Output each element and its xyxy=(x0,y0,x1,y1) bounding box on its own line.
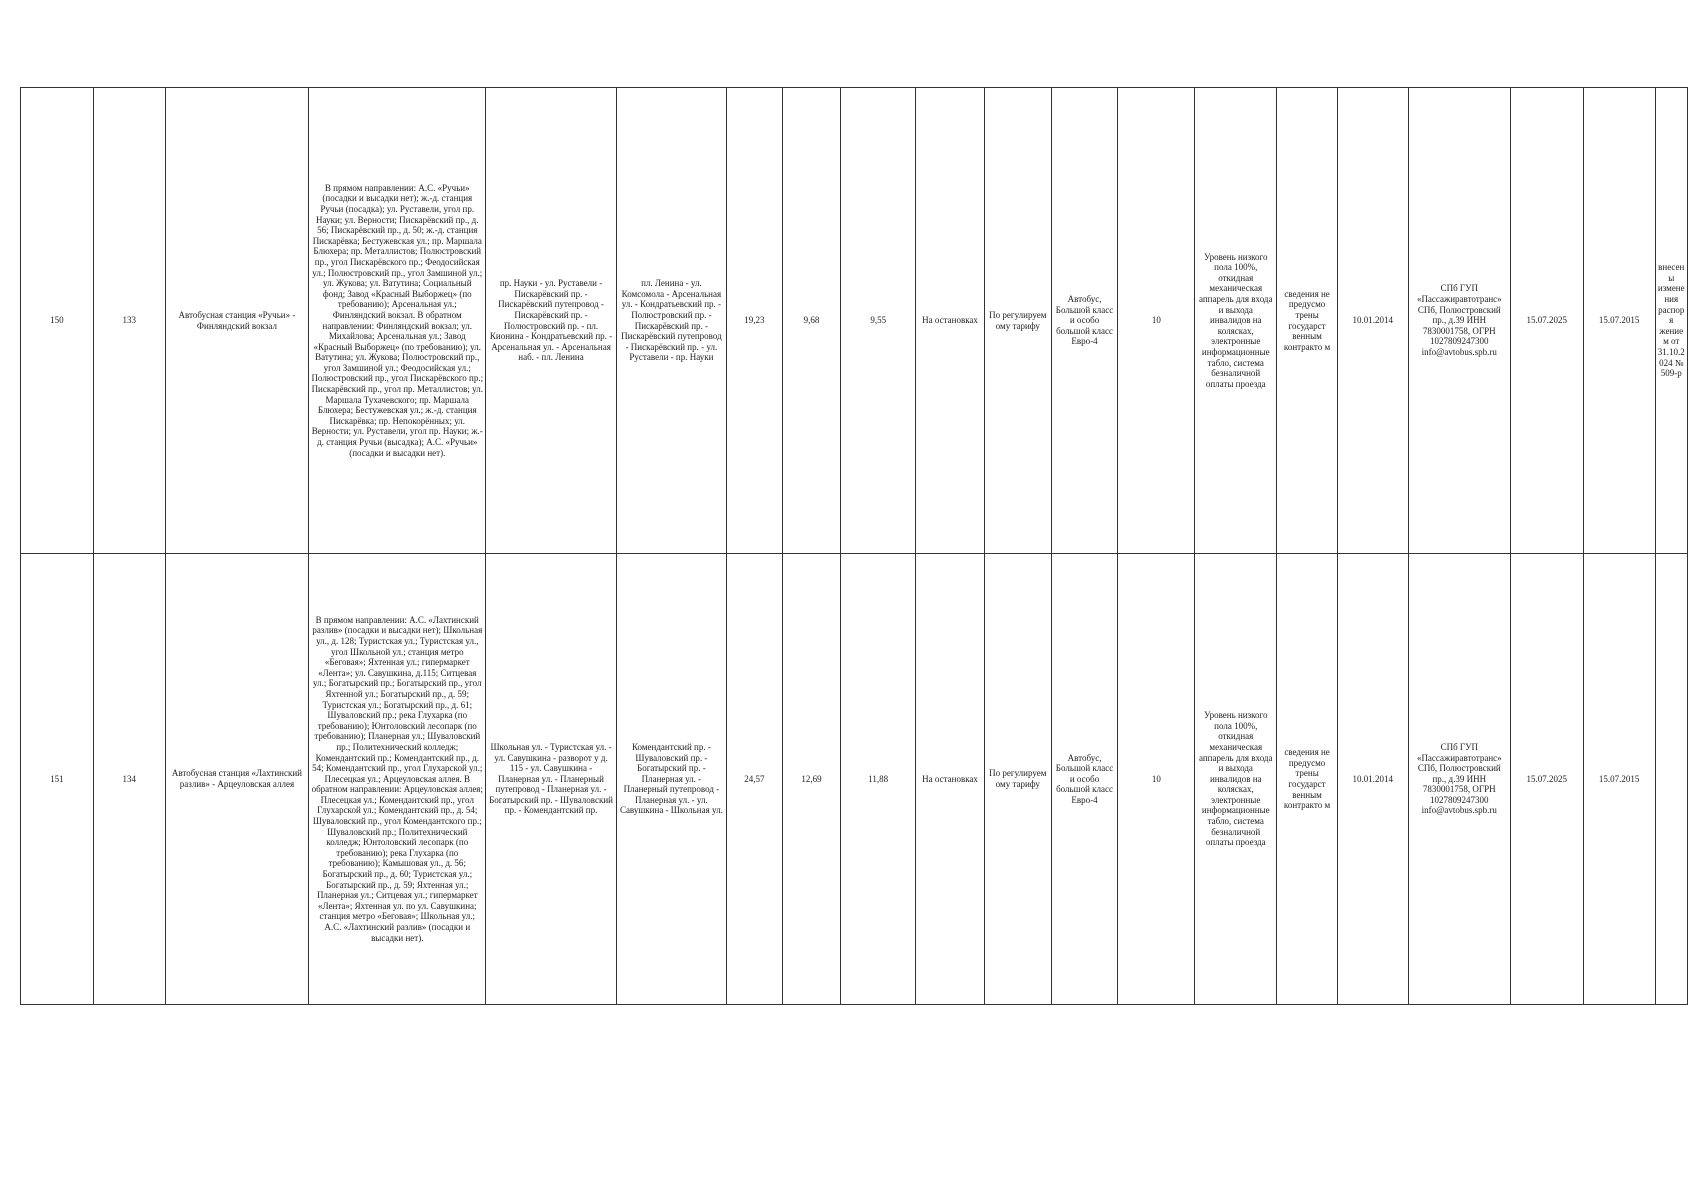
table-row xyxy=(21,554,1688,1005)
carrier-cell: СПб ГУП «Пассажиравтотранс» СПб, Полюстровский пр., д.39 ИНН 7830001758, ОГРН 1027809247300 info@avtobus.spb.ru xyxy=(1408,554,1510,1005)
streets-backward-cell: Комендантский пр. - Шуваловский пр. - Богатырский пр. - Планерная ул. - Планерный путепровод - Планерная ул. - ул. Савушкина - Школьная ул. xyxy=(616,554,726,1005)
streets-forward-cell: пр. Науки - ул. Руставели - Пискарёвский пр. - Пискарёвский путепровод - Пискарёвский пр. - Полюстровский пр. - пл. Кионина - Кондратьевский пр. - Арсенальная ул. - Арсенальная наб. - пл. Ленина xyxy=(486,88,616,554)
route-path-cell: В прямом направлении: А.С. «Лахтинский разлив» (посадки и высадки нет); Школьная ул., д. 128; Туристская ул.; Туристская ул., угол Школьной ул.; станция метро «Беговая»; Яхтенная ул.; гипермаркет «Лента»; ул. Савушкина, д.115; Ситцевая ул.; Богатырский пр.; Богатырский пр., угол Яхтенной ул.; Богатырский пр., д. 59; Туристская ул.; Богатырский пр., д. 61; Шуваловский пр.; река Глухарка (по требованию); Юнтоловский лесопарк (по требованию); Планерная ул.; Шуваловский пр.; Политехнический колледж; Комендантский пр.; Комендантский пр., д. 54; Комендантский пр., угол Глухарской ул.; Плесецкая ул.; Арцеуловская аллея. В обратном направлении: Арцеуловская аллея; Плесецкая ул.; Комендантский пр., угол Глухарской ул.; Комендантский пр., д. 54; Шуваловский пр., угол Комендантского пр.; Шуваловский пр.; Политехнический колледж; Юнтоловский лесопарк (по требованию); река Глухарка (по требованию); Камышовая ул., д. 56; Богатырский пр., д. 60; Туристская ул.; Богатырский пр., д. 59; Яхтенная ул.; Планерная ул.; Ситцевая ул.; гипермаркет «Лента»; Яхтенная ул. по ул. Савушкина; станция метро «Беговая»; Школьная ул.; А.С. «Лахтинский разлив» (посадки и высадки нет). xyxy=(309,554,486,1005)
route-number-cell: 134 xyxy=(93,554,165,1005)
stop-order-cell: На остановках xyxy=(916,554,985,1005)
route-name-cell: Автобусная станция «Ручьи» - Финляндский вокзал xyxy=(165,88,309,554)
notes-cell: внесен ы измене ния распоря жением от 31.10.2 024 № 509-р xyxy=(1655,88,1688,554)
start-date-cell: 10.01.2014 xyxy=(1337,88,1408,554)
length-forward-cell: 12,69 xyxy=(782,554,841,1005)
vehicle-class-cell: Автобус, Большой класс и особо большой класс Евро-4 xyxy=(1051,88,1118,554)
tariff-cell: По регулируем ому тарифу xyxy=(984,554,1051,1005)
max-vehicles-cell: 10 xyxy=(1118,554,1195,1005)
table-row xyxy=(21,88,1688,554)
length-backward-cell: 9,55 xyxy=(841,88,916,554)
length-backward-cell: 11,88 xyxy=(841,554,916,1005)
carrier-cell: СПб ГУП «Пассажиравтотранс» СПб, Полюстровский пр., д.39 ИНН 7830001758, ОГРН 1027809247300 info@avtobus.spb.ru xyxy=(1408,88,1510,554)
reg-number-cell: 150 xyxy=(21,88,94,554)
vehicle-features-cell: Уровень низкого пола 100%, откидная механическая аппарель для входа и выхода инвалидов на колясках, электронные информационные табло, система безналичной оплаты проезда xyxy=(1195,554,1277,1005)
vehicle-features-cell: Уровень низкого пола 100%, откидная механическая аппарель для входа и выхода инвалидов на колясках, электронные информационные табло, система безналичной оплаты проезда xyxy=(1195,88,1277,554)
max-vehicles-cell: 10 xyxy=(1118,88,1195,554)
date-a-cell: 15.07.2025 xyxy=(1510,88,1583,554)
start-date-cell: 10.01.2014 xyxy=(1337,554,1408,1005)
contract-cell: сведения не предусмо трены государст венным контракто м xyxy=(1277,554,1338,1005)
date-b-cell: 15.07.2015 xyxy=(1583,88,1655,554)
route-number-cell: 133 xyxy=(93,88,165,554)
date-a-cell: 15.07.2025 xyxy=(1510,554,1583,1005)
route-path-cell: В прямом направлении: А.С. «Ручьи» (посадки и высадки нет); ж.-д. станция Ручьи (посадка); ул. Руставели, угол пр. Науки; ул. Верности; Пискарёвский пр., д. 56; Пискарёвский пр., д. 50; ж.-д. станция Пискарёвка; Бестужевская ул.; пр. Маршала Блюхера; пр. Металлистов; Полюстровский пр., угол Пискарёвского пр.; Феодосийская ул.; Полюстровский пр., угол Замшиной ул.; ул. Жукова; ул. Ватутина; Социальный фонд; Завод «Красный Выборжец» (по требованию); Арсенальная ул.; Финляндский вокзал. В обратном направлении: Финляндский вокзал; ул. Михайлова; Арсенальная ул.; Завод «Красный Выборжец» (по требованию); ул. Ватутина; ул. Жукова; Полюстровский пр., угол Замшиной ул.; Феодосийская ул.; Полюстровский пр., угол Пискарёвского пр.; Пискарёвский пр., угол пр. Металлистов; ул. Маршала Тухачевского; пр. Маршала Блюхера; Бестужевская ул.; ж.-д. станция Пискарёвка; пр. Непокорённых; ул. Верности; ул. Руставели, угол пр. Науки; ж.-д. станция Ручьи (высадка); А.С. «Ручьи» (посадки и высадки нет). xyxy=(309,88,486,554)
route-name-cell: Автобусная станция «Лахтинский разлив» - Арцеуловская аллея xyxy=(165,554,309,1005)
length-total-cell: 19,23 xyxy=(727,88,783,554)
streets-backward-cell: пл. Ленина - ул. Комсомола - Арсенальная ул. - Кондратьевский пр. - Полюстровский пр. - Пискарёвский пр. - Пискарёвский путепровод - Пискарёвский пр. - ул. Руставели - пр. Науки xyxy=(616,88,726,554)
contract-cell: сведения не предусмо трены государст венным контракто м xyxy=(1277,88,1338,554)
notes-cell xyxy=(1655,554,1688,1005)
route-registry-table xyxy=(20,87,1688,1005)
tariff-cell: По регулируем ому тарифу xyxy=(984,88,1051,554)
streets-forward-cell: Школьная ул. - Туристская ул. - ул. Савушкина - разворот у д. 115 - ул. Савушкина - Планерная ул. - Планерный путепровод - Планерная ул. - Богатырский пр. - Шуваловский пр. - Комендантский пр. xyxy=(486,554,616,1005)
length-forward-cell: 9,68 xyxy=(782,88,841,554)
date-b-cell: 15.07.2015 xyxy=(1583,554,1655,1005)
vehicle-class-cell: Автобус, Большой класс и особо большой класс Евро-4 xyxy=(1051,554,1118,1005)
reg-number-cell: 151 xyxy=(21,554,94,1005)
stop-order-cell: На остановках xyxy=(916,88,985,554)
length-total-cell: 24,57 xyxy=(727,554,783,1005)
